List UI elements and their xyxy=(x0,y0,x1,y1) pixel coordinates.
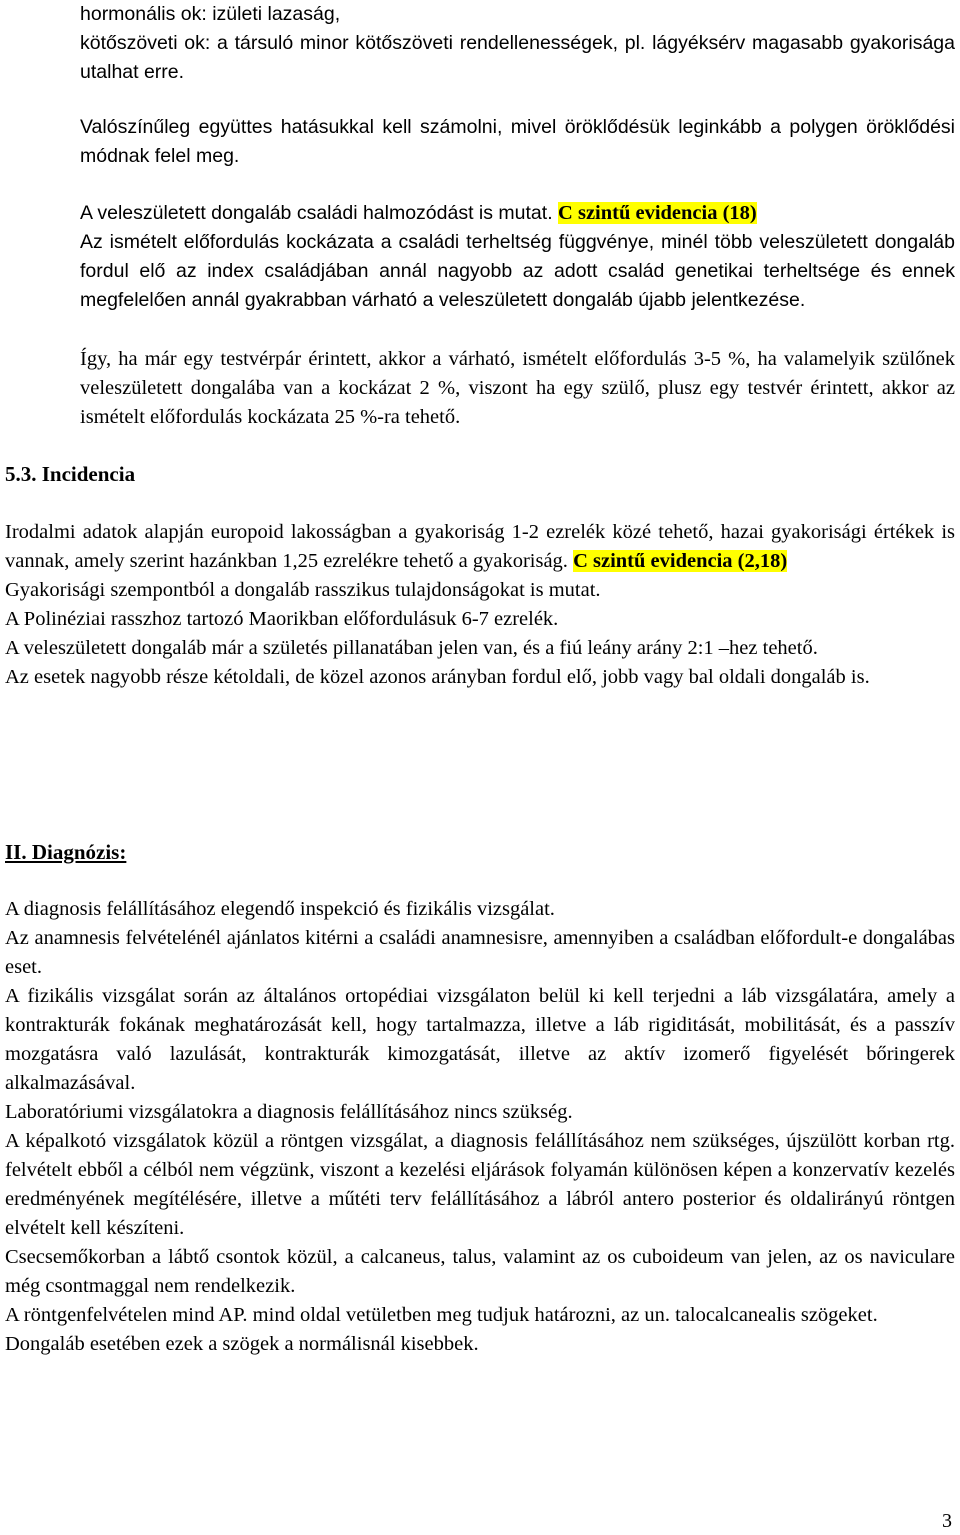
diagnosis-p2: Az anamnesis felvételénél ajánlatos kitérni a családi anamnesisre, amennyiben a családban előfordult-e dongalábas eset. xyxy=(5,927,955,978)
connective-tissue-factor-line: kötőszöveti ok: a társuló minor kötőszöveti rendellenességek, pl. lágyéksérv magasabb gyakorisága utalhat erre. xyxy=(80,32,955,83)
birth-ratio-line: A veleszületett dongaláb már a születés pillanatában jelen van, és a fiú leány arány 2:1 –hez tehető. xyxy=(5,637,818,659)
bilateral-line: Az esetek nagyobb része kétoldali, de közel azonos arányban fordul elő, jobb vagy bal oldali dongaláb is. xyxy=(5,666,870,688)
risk-paragraph xyxy=(80,345,955,432)
evidence-badge-2-18: C szintű evidencia (2,18) xyxy=(573,550,788,572)
hormonal-factor-line: hormonális ok: izületi lazaság, xyxy=(80,3,341,25)
diagnosis-p4: Laboratóriumi vizsgálatokra a diagnosis felállításához nincs szükség. xyxy=(5,1101,573,1123)
incidence-text: Irodalmi adatok alapján europoid lakosságban a gyakoriság 1-2 ezrelék közé tehető, hazai gyakorisági értékek is vannak, amely szerint hazánkban 1,25 ezrelékre tehető a gyakoriság. xyxy=(5,521,955,572)
diagnosis-p1: A diagnosis felállításához elegendő inspekció és fizikális vizsgálat. xyxy=(5,898,555,920)
incidence-paragraph xyxy=(5,518,955,576)
incidence-heading: 5.3. Incidencia xyxy=(5,462,136,486)
diagnosis-p5: A képalkotó vizsgálatok közül a röntgen vizsgálat, a diagnosis felállításához nem szükséges, újszülött korban rtg. felvételt ebből a célból nem végzünk, viszont a kezelési eljárások folyamán különösen képen a konzervatív kezelés eredményének megítélésére, illetve a műtéti terv felállításához a lábról antero posterior és oldalirányú röntgen elvételt kell készíteni. xyxy=(5,1130,955,1239)
polygen-text: Valószínűleg együttes hatásukkal kell számolni, mivel öröklődésük leginkább a polygen öröklődési módnak felel meg. xyxy=(80,116,955,167)
familial-lead-text: A veleszületett dongaláb családi halmozódást is mutat. xyxy=(80,202,553,224)
incidence-section xyxy=(5,518,955,692)
racial-line: Gyakorisági szempontból a dongaláb rasszikus tulajdonságokat is mutat. xyxy=(5,579,601,601)
maori-line: A Polinéziai rasszhoz tartozó Maorikban előfordulásuk 6-7 ezrelék. xyxy=(5,608,559,630)
risk-text: Így, ha már egy testvérpár érintett, akkor a várható, ismételt előfordulás 3-5 %, ha valamelyik szülőnek veleszületett dongalába van a kockázat 2 %, viszont ha egy szülő, plusz egy testvér érintett, akkor az ismételt előfordulás kockázata 25 %-ra tehető. xyxy=(80,348,955,428)
polygen-paragraph xyxy=(80,113,955,171)
page-number: 3 xyxy=(942,1510,952,1532)
familial-line xyxy=(80,199,955,228)
diagnosis-p6: Csecsemőkorban a lábtő csontok közül, a calcaneus, talus, valamint az os cuboideum van jelen, az os naviculare még csontmaggal nem rendelkezik. xyxy=(5,1246,955,1297)
familial-block xyxy=(80,199,955,315)
recurrence-paragraph: Az ismételt előfordulás kockázata a családi terheltség függvénye, minél több veleszületett dongaláb fordul elő az index családjában annál nagyobb az adott család genetikai terheltsége és ennek megfelelően annál gyakrabban várható a veleszületett dongaláb újabb jelentkezése. xyxy=(80,231,955,311)
diagnosis-heading: II. Diagnózis: xyxy=(5,840,127,864)
diagnosis-section xyxy=(5,895,955,1359)
diagnosis-p7: A röntgenfelvételen mind AP. mind oldal vetületben meg tudjuk határozni, az un. talocalcanealis szögeket. xyxy=(5,1304,878,1326)
evidence-badge-18: C szintű evidencia (18) xyxy=(558,202,757,224)
diagnosis-p3: A fizikális vizsgálat során az általános ortopédiai vizsgálaton belül ki kell terjedni a láb vizsgálatára, amely a kontrakturák fokának meghatározását kell, hogy tartalmazza, illetve a láb rigiditását, mobilitását, és a passzív mozgatásra való lazulását, kontrakturák kimozgatását, illetve az aktív izomerő figyelését bőringerek alkalmazásával. xyxy=(5,985,955,1094)
risk-factors-list xyxy=(80,0,955,87)
diagnosis-p8: Dongaláb esetében ezek a szögek a normálisnál kisebbek. xyxy=(5,1333,479,1355)
